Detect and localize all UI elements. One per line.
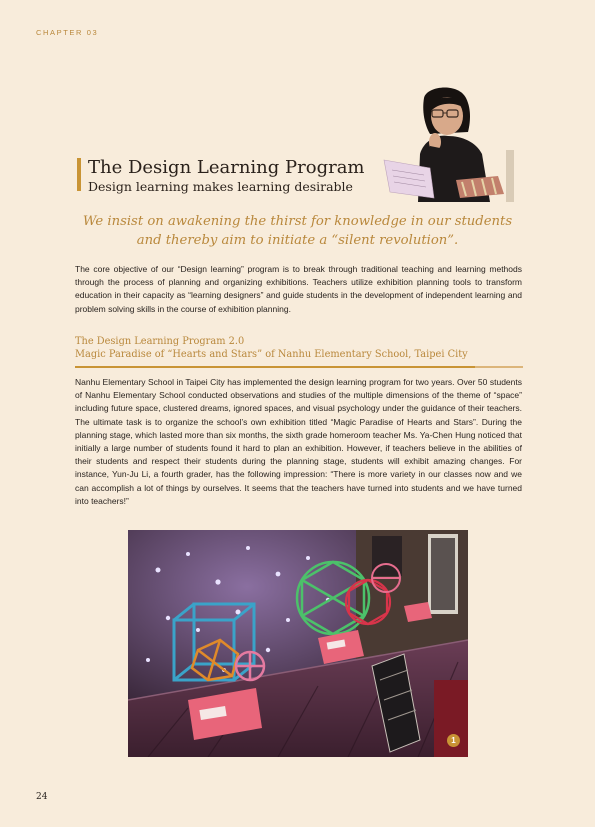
section-heading-line1: The Design Learning Program 2.0 bbox=[75, 336, 245, 347]
intro-paragraph: The core objective of our “Design learning” program is to break through traditional teaching and learning methods through the process of planning and organizing exhibitions. Teachers utilize exhibition planning tools to transform education in their capacity as “learning designers” and guide students in the development of independent learning and problem solving skills in the course of exhibition planning. bbox=[75, 264, 522, 314]
section-paragraph: Nanhu Elementary School in Taipei City has implemented the design learning program for two years. Over 50 students of Nanhu Elementary School conducted observations and studies of the multiple dimensions of the theme of “space” including future space, clustered dreams, ignored spaces, and visual psychology under the guidance of their teachers. The ultimate task is to organize the school’s own exhibition titled “Magic Paradise of Hearts and Stars”. During the planning stage, which lasted more than six months, the sixth grade homeroom teacher Ms. Ya-Chen Hung noticed that initially a large number of students found it hard to plan an exhibition. However, if teachers believe in the abilities of their students and respect their students during the planning stage, students will exhibit amazing changes. For instance, Yun-Ju Li, a fourth grader, has the following impression: “There is more variety in our classes now and we can accomplish a lot of things by ourselves. It seems that the teachers have turned into students and we have turned into teachers!” bbox=[75, 377, 522, 506]
page-subtitle: Design learning makes learning desirable bbox=[88, 179, 353, 194]
teacher-portrait-image bbox=[372, 84, 518, 202]
page-title: The Design Learning Program bbox=[88, 157, 365, 178]
pull-quote: We insist on awakening the thirst for knowledge in our students and thereby aim to initiate a “silent revolution”. bbox=[82, 214, 513, 248]
page-number: 24 bbox=[36, 792, 48, 802]
section-heading bbox=[75, 336, 535, 361]
title-accent-bar bbox=[77, 158, 81, 191]
section-divider-accent bbox=[75, 366, 475, 368]
section-heading-line2: Magic Paradise of “Hearts and Stars” of Nanhu Elementary School, Taipei City bbox=[75, 348, 468, 360]
chapter-label: CHAPTER 03 bbox=[36, 28, 99, 37]
photo-number-badge: 1 bbox=[447, 734, 460, 747]
exhibition-photo bbox=[128, 530, 468, 757]
